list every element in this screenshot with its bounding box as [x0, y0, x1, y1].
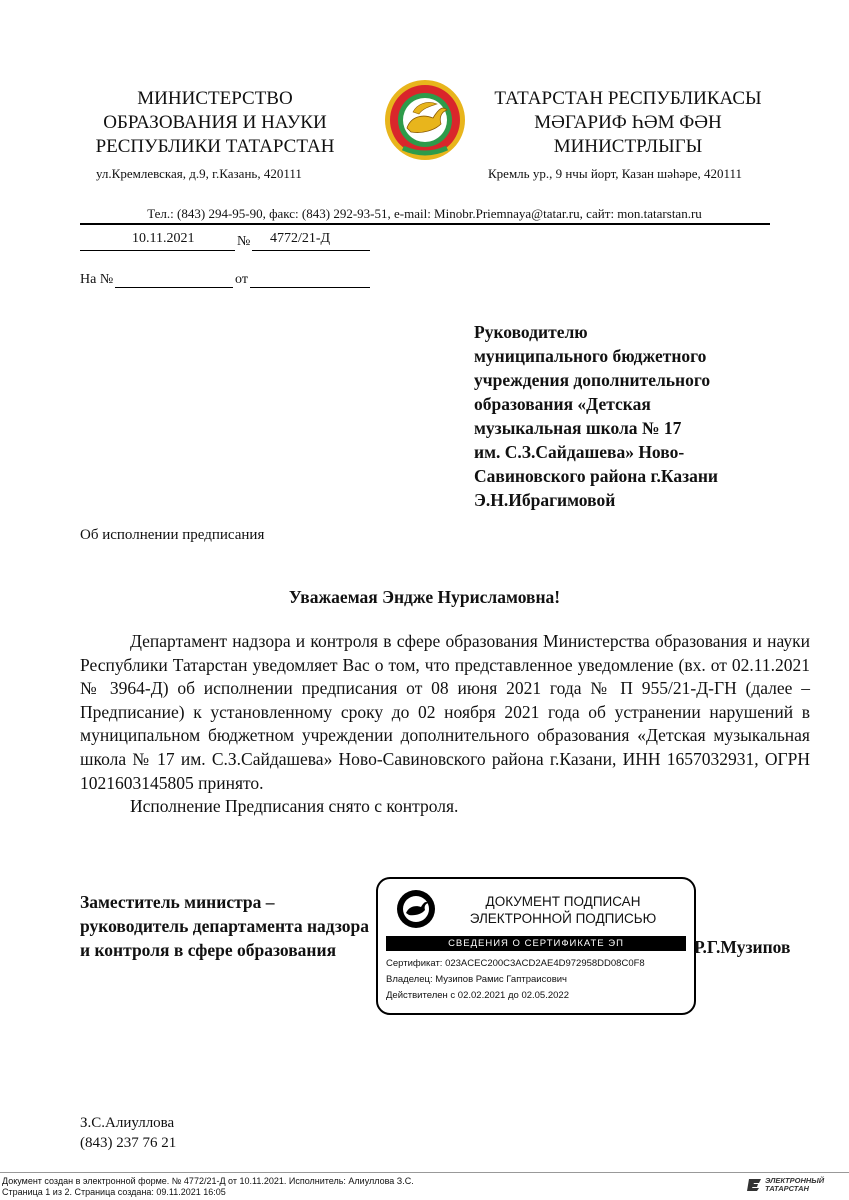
- addressee-line: Руководителю: [474, 322, 588, 342]
- ministry-name-tt-line: ТАТАРСТАН РЕСПУБЛИКАСЫ: [494, 88, 762, 109]
- underline: [252, 250, 370, 251]
- stamp-title-line: ДОКУМЕНТ ПОДПИСАН: [485, 894, 641, 909]
- signatory-title-line: руководитель департамента надзора: [80, 916, 370, 936]
- addressee-line: музыкальная школа № 17: [474, 418, 682, 438]
- stamp-owner: Владелец: Музипов Рамис Гаптраисович: [386, 974, 568, 985]
- addressee-line: им. С.З.Сайдашева» Ново-: [474, 442, 685, 462]
- addressee: [474, 320, 774, 512]
- addressee-line: муниципального бюджетного: [474, 346, 707, 366]
- signatory-title-line: и контроля в сфере образования: [80, 940, 337, 960]
- body-paragraph: Исполнение Предписания снято с контроля.: [130, 796, 459, 817]
- footer-line-1: Документ создан в электронной форме. № 4772/21-Д от 10.11.2021. Исполнитель: Алиуллова З.С.: [2, 1176, 414, 1186]
- addressee-line: образования «Детская: [474, 394, 651, 414]
- stamp-title: [448, 893, 678, 927]
- ministry-name-tt-line: МИНИСТРЛЫГЫ: [553, 136, 703, 157]
- footer-divider: [0, 1172, 849, 1173]
- underline: [80, 250, 235, 251]
- reference-from-label: от: [235, 272, 248, 287]
- ministry-name-tt-line: МӘГАРИФ ҺӘМ ФӘН: [534, 112, 722, 133]
- address-ru: ул.Кремлевская, д.9, г.Казань, 420111: [96, 166, 302, 181]
- executor-info: [80, 1113, 176, 1153]
- greeting: Уважаемая Эндже Нурисламовна!: [288, 587, 561, 607]
- signatory-title: [80, 890, 369, 962]
- stamp-certificate: Сертификат: 023ACEC200C3ACD2AE4D972958DD08C0F8: [386, 958, 645, 969]
- addressee-line: учреждения дополнительного: [474, 370, 711, 390]
- reference-number-label: На №: [80, 272, 114, 287]
- addressee-line: Э.Н.Ибрагимовой: [474, 490, 616, 510]
- ministry-name-ru: [80, 87, 350, 159]
- electronic-tatarstan-brand: [765, 1177, 824, 1193]
- address-tt: Кремль ур., 9 нчы йорт, Казан шәһәре, 420111: [488, 166, 743, 181]
- ministry-name-ru-line: РЕСПУБЛИКИ ТАТАРСТАН: [95, 136, 335, 157]
- subject-line: Об исполнении предписания: [80, 527, 265, 543]
- underline: [250, 287, 370, 288]
- ministry-name-ru-line: МИНИСТЕРСТВО: [137, 88, 293, 109]
- body-paragraph: Департамент надзора и контроля в сфере образования Министерства образования и науки Республики Татарстан уведомляет Вас о том, что представленное уведомление (вх. от 02.11.2021 № 3964-Д) об исполнении предписания от 08 июня 2021 года № П 955/21-Д-ГН (далее – Предписание) к установленному сроку до 02 ноября 2021 года об устранении нарушений в муниципальном бюджетном учреждении дополнительного образования «Детская музыкальная школа № 17 им. С.З.Сайдашева» Ново-Савиновского района г.Казани, ИНН 1657032931, ОГРН 1021603145805 принято.: [80, 631, 810, 793]
- stamp-title-line: ЭЛЕКТРОННОЙ ПОДПИСЬЮ: [469, 911, 657, 926]
- ministry-name-tt: [478, 87, 778, 159]
- brand-line: ТАТАРСТАН: [765, 1184, 809, 1193]
- stamp-emblem-icon: [396, 889, 436, 929]
- executor-phone: (843) 237 76 21: [80, 1135, 177, 1151]
- tatarstan-emblem-icon: [383, 78, 467, 164]
- registration-number-label: №: [237, 234, 251, 249]
- page-footer: [2, 1176, 414, 1198]
- electronic-tatarstan-logo-icon: [747, 1178, 763, 1192]
- signatory-name: Р.Г.Музипов: [694, 937, 791, 957]
- addressee-line: Савиновского района г.Казани: [474, 466, 719, 486]
- underline: [115, 287, 233, 288]
- letter-body: [80, 630, 810, 819]
- registration-date: 10.11.2021: [132, 231, 195, 246]
- ministry-name-ru-line: ОБРАЗОВАНИЯ И НАУКИ: [103, 112, 327, 133]
- executor-name: З.С.Алиуллова: [80, 1115, 175, 1131]
- registration-number: 4772/21-Д: [270, 231, 331, 246]
- stamp-validity: Действителен с 02.02.2021 до 02.05.2022: [386, 990, 569, 1001]
- contact-line: Тел.: (843) 294-95-90, факс: (843) 292-93-51, e-mail: Minobr.Priemnaya@tatar.ru, сайт: mon.tatarstan.ru: [147, 206, 702, 221]
- stamp-certificate-header: СВЕДЕНИЯ О СЕРТИФИКАТЕ ЭП: [386, 936, 686, 951]
- brand-line: ЭЛЕКТРОННЫЙ: [765, 1176, 825, 1185]
- footer-line-2: Страница 1 из 2. Страница создана: 09.11.2021 16:05: [2, 1187, 226, 1197]
- signatory-title-line: Заместитель министра –: [80, 892, 275, 912]
- header-rule: [80, 223, 770, 225]
- electronic-signature-stamp: [376, 877, 696, 1015]
